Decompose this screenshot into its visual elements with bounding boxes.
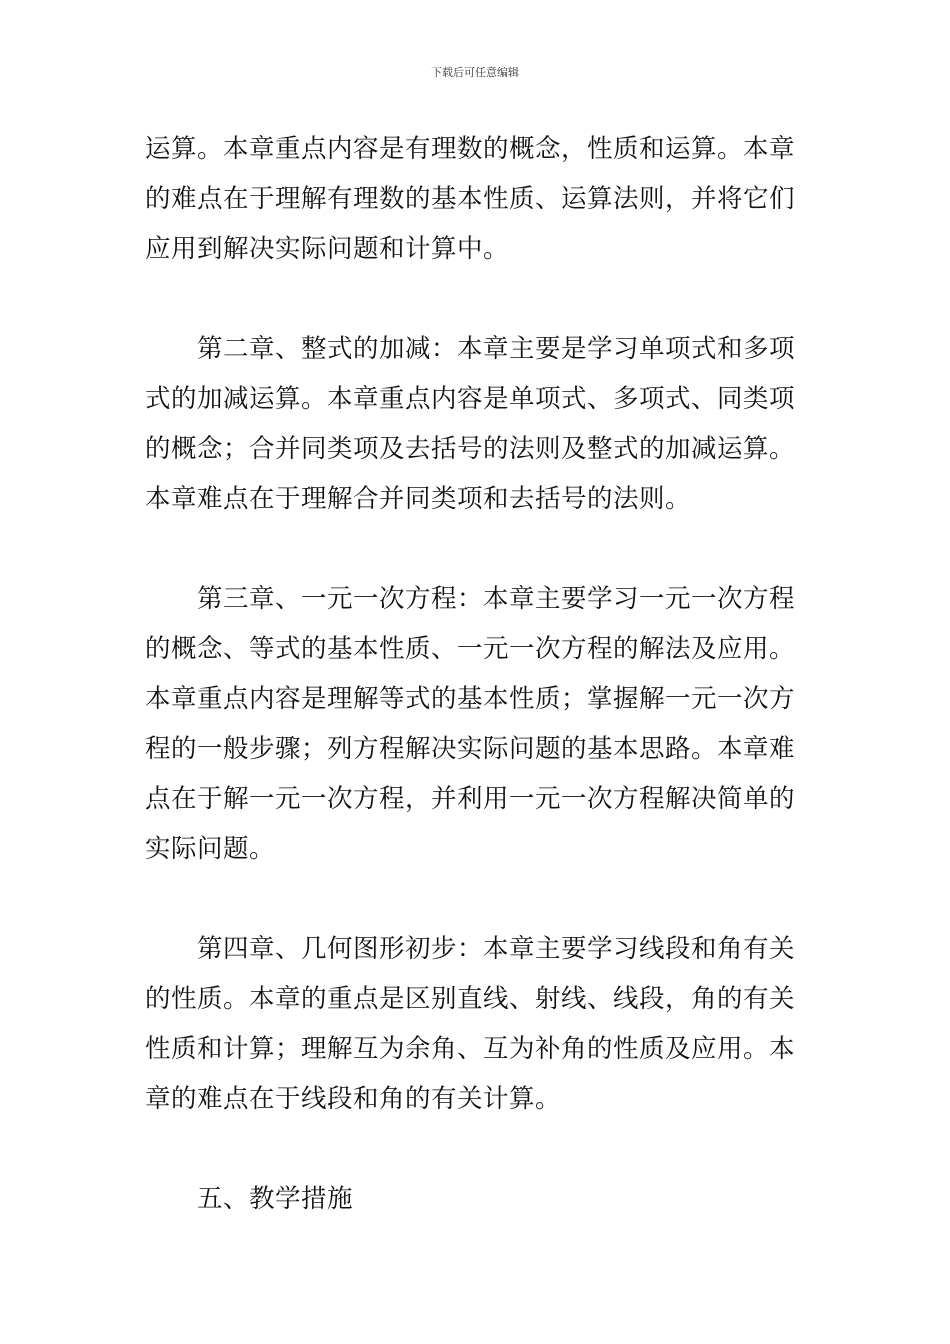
- paragraph-1-line-3: 应用到解决实际问题和计算中。: [145, 234, 510, 264]
- section-heading: 五、教学措施: [197, 1184, 354, 1214]
- paragraph-2-line-3: 的概念；合并同类项及去括号的法则及整式的加减运算。: [145, 434, 796, 464]
- page-header: 下载后可任意编辑: [431, 66, 519, 79]
- paragraph-1-line-2: 的难点在于理解有理数的基本性质、运算法则，并将它们: [145, 184, 796, 214]
- paragraph-3-line-2: 的概念、等式的基本性质、一元一次方程的解法及应用。: [145, 634, 796, 664]
- paragraph-2-line-4: 本章难点在于理解合并同类项和去括号的法则。: [145, 484, 692, 514]
- paragraph-3-line-4: 程的一般步骤；列方程解决实际问题的基本思路。本章难: [145, 734, 796, 764]
- paragraph-3-line-6: 实际问题。: [145, 834, 276, 864]
- paragraph-4-line-1: 第四章、几何图形初步：本章主要学习线段和角有关: [197, 934, 796, 964]
- paragraph-4-line-3: 性质和计算；理解互为余角、互为补角的性质及应用。本: [145, 1034, 796, 1064]
- paragraph-2-line-1: 第二章、整式的加减：本章主要是学习单项式和多项: [197, 334, 796, 364]
- paragraph-2-line-2: 式的加减运算。本章重点内容是单项式、多项式、同类项: [145, 384, 796, 414]
- paragraph-3-line-1: 第三章、一元一次方程：本章主要学习一元一次方程: [197, 584, 796, 614]
- paragraph-1-line-1: 运算。本章重点内容是有理数的概念，性质和运算。本章: [145, 134, 796, 164]
- paragraph-3-line-3: 本章重点内容是理解等式的基本性质；掌握解一元一次方: [145, 684, 796, 714]
- paragraph-4-line-2: 的性质。本章的重点是区别直线、射线、线段，角的有关: [145, 984, 796, 1014]
- paragraph-4-line-4: 章的难点在于线段和角的有关计算。: [145, 1084, 562, 1114]
- paragraph-3-line-5: 点在于解一元一次方程，并利用一元一次方程解决简单的: [145, 784, 796, 814]
